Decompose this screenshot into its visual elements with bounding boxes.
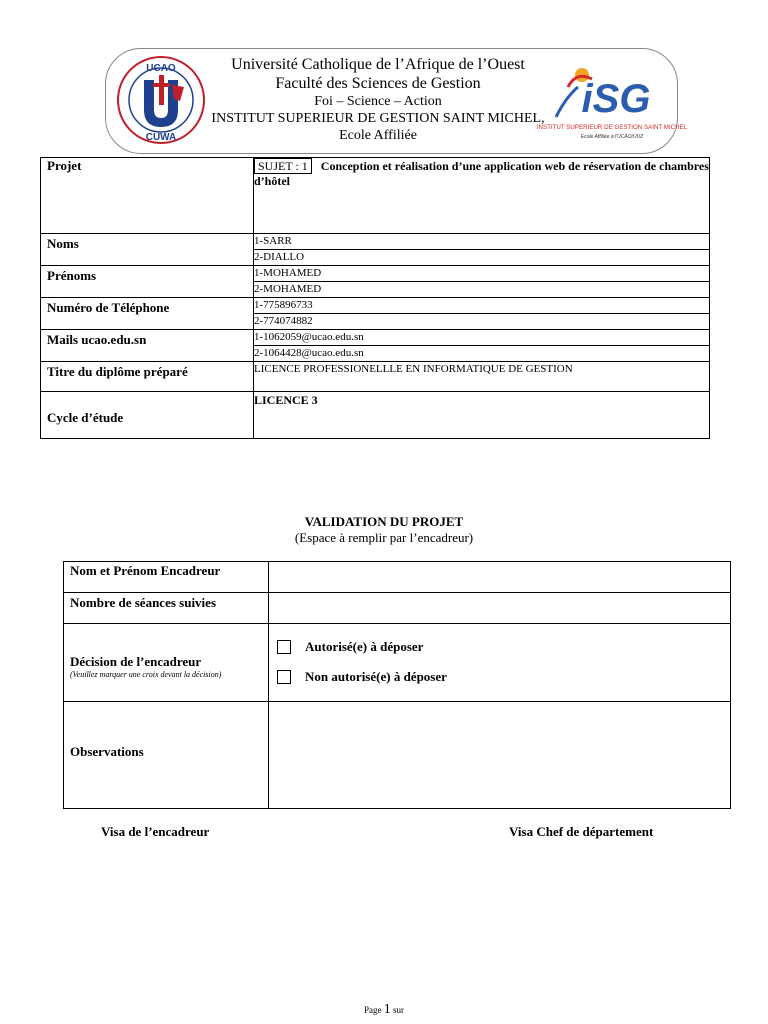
project-label: Projet [41, 158, 254, 234]
validation-title: VALIDATION DU PROJET [304, 514, 464, 529]
observations-field[interactable] [269, 702, 731, 809]
row-label-telephone: Numéro de Téléphone [41, 298, 254, 330]
table-row [64, 624, 731, 702]
page-suffix: sur [393, 1005, 404, 1015]
validation-subtitle: (Espace à remplir par l’encadreur) [294, 530, 474, 545]
option-not-authorized[interactable] [269, 662, 730, 692]
decision-note: (Veuillez marquer une croix devant la décision) [70, 670, 222, 679]
header-banner [105, 48, 688, 154]
decision-options [269, 624, 731, 702]
not-authorized-label: Non autorisé(e) à déposer [305, 669, 447, 684]
authorized-checkbox[interactable] [277, 640, 291, 654]
header-text [208, 55, 548, 144]
visa-supervisor: Visa de l’encadreur [101, 824, 210, 839]
list-item: 1-MOHAMED [254, 266, 709, 282]
row-label-prenoms: Prénoms [41, 266, 254, 298]
row-value-noms [254, 234, 710, 266]
subject-text: Conception et réalisation d’une application web de réservation de chambres d’hôtel [254, 159, 709, 188]
list-item: 1-SARR [254, 234, 709, 250]
table-row [64, 702, 731, 809]
list-item: 1-775896733 [254, 298, 709, 314]
page-footer [0, 1002, 768, 1018]
institute-name: INSTITUT SUPERIEUR DE GESTION SAINT MICHEL, [211, 111, 545, 126]
subject-tag: SUJET : 1 [254, 158, 312, 174]
validation-table [63, 561, 731, 809]
page-number: 1 [383, 1002, 391, 1017]
list-item: 2-MOHAMED [254, 283, 322, 295]
ucao-logo [114, 55, 208, 145]
row-label-cycle: Cycle d’étude [41, 392, 254, 439]
authorized-label: Autorisé(e) à déposer [305, 639, 424, 654]
row-label-mails: Mails ucao.edu.sn [41, 330, 254, 362]
row-value-telephone [254, 298, 710, 330]
list-item: 2-DIALLO [254, 251, 305, 263]
sessions-label: Nombre de séances suivies [64, 593, 269, 624]
list-item: 2-1064428@ucao.edu.sn [254, 347, 364, 359]
table-row [41, 266, 710, 298]
table-row [41, 362, 710, 392]
motto: Foi – Science – Action [314, 94, 442, 109]
sessions-field[interactable] [269, 593, 731, 624]
isg-logo-letters: iSG [581, 77, 651, 121]
table-row [64, 562, 731, 593]
supervisor-label: Nom et Prénom Encadreur [64, 562, 269, 593]
table-row [41, 392, 710, 439]
row-value-prenoms [254, 266, 710, 298]
observations-label: Observations [64, 702, 269, 809]
row-label-diploma: Titre du diplôme préparé [41, 362, 254, 392]
list-item: 2-774074882 [254, 315, 313, 327]
table-row [41, 298, 710, 330]
row-label-noms: Noms [41, 234, 254, 266]
not-authorized-checkbox[interactable] [277, 670, 291, 684]
university-name: Université Catholique de l’Afrique de l’Ouest [231, 56, 525, 73]
list-item: 1-1062059@ucao.edu.sn [254, 330, 709, 346]
isg-logo-caption: INSTITUT SUPERIEUR DE GESTION SAINT MICHEL [536, 124, 688, 131]
project-subject-cell [254, 158, 710, 234]
page-prefix: Page [364, 1005, 382, 1015]
decision-label: Décision de l’encadreur [70, 654, 202, 669]
affiliation: Ecole Affiliée [339, 128, 417, 143]
row-value-diploma: LICENCE PROFESSIONELLLE EN INFORMATIQUE DE GESTION [254, 362, 710, 392]
faculty-name: Faculté des Sciences de Gestion [275, 75, 481, 92]
option-authorized[interactable] [269, 632, 730, 662]
supervisor-field[interactable] [269, 562, 731, 593]
table-row [41, 158, 710, 234]
ucao-logo-bottom-text: CUWA [145, 132, 177, 143]
visa-department-head: Visa Chef de département [509, 824, 654, 839]
ucao-logo-top-text: UCAO [146, 63, 176, 74]
row-value-cycle: LICENCE 3 [254, 392, 710, 439]
project-info-table [40, 157, 710, 439]
isg-logo [536, 57, 688, 141]
table-row [41, 234, 710, 266]
row-value-mails [254, 330, 710, 362]
table-row [64, 593, 731, 624]
isg-logo-sub-caption: Ecole Affiliée à l'UCAO/UUZ [580, 134, 644, 140]
table-row [41, 330, 710, 362]
decision-label-cell [64, 624, 269, 702]
